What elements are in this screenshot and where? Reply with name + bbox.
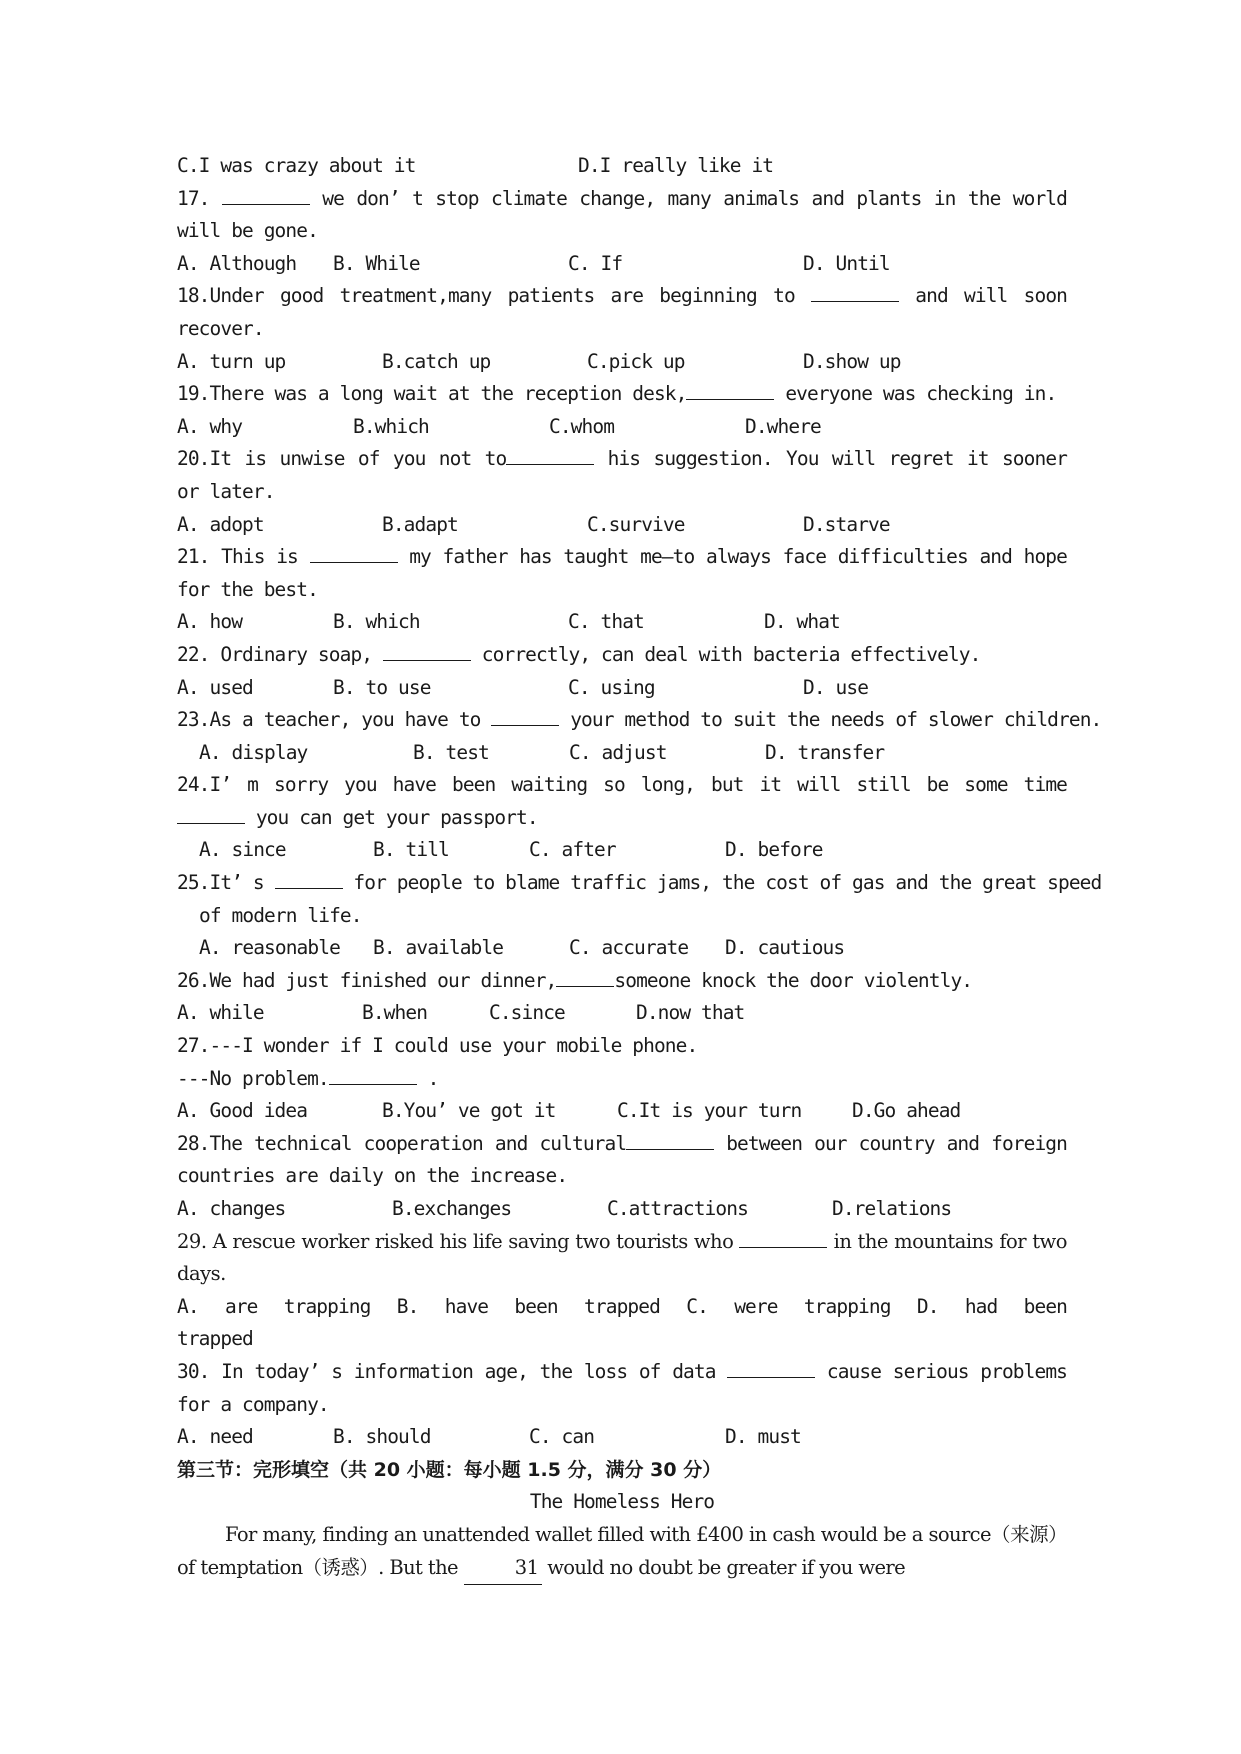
option-b: B. to use [333,675,431,699]
option-d: D. what [764,610,840,634]
q25-stem-line2: of modern life. [199,903,362,927]
answer-blank [739,1227,827,1248]
option-b: B. should [333,1425,431,1449]
passage-title: The Homeless Hero [529,1490,715,1514]
section-heading: 第三节：完形填空（共 20 小题：每小题 1.5 分，满分 30 分） [177,1458,722,1481]
option-a: A. Although [177,251,297,275]
q29-options [177,1291,1067,1356]
answer-blank [556,966,614,987]
option-b: B.which [353,414,429,438]
option-a: A. why [177,414,243,438]
q24-stem: 24.I’ m sorry you have been waiting so long, but it will still be some time you can get your passport. [177,773,1067,829]
option-c: C.pick up [587,349,685,373]
option-c: C.attractions [607,1197,748,1220]
answer-blank [222,184,310,205]
q27-options [177,1095,1067,1128]
option-c: C. that [568,610,644,634]
q21-options [177,606,1067,639]
answer-blank [491,705,559,726]
option-d: D.now that [636,1001,745,1025]
option-a: A. display [199,740,308,764]
option-b: B. available [373,936,504,960]
q28-options [177,1193,1067,1226]
q20-options [177,509,1067,542]
question-list [177,150,1102,1585]
q16-options-tail [177,150,1067,183]
option-d: D.relations [832,1197,952,1220]
option-c: C. If [568,251,623,275]
option-d: D.Go ahead [852,1099,961,1123]
q18-stem: 18.Under good treatment,many patients are beginning to and will soon recover. [177,280,1067,345]
option-d: D.where [745,414,821,438]
option-d: D. before [725,838,823,862]
option-b: B.catch up [382,349,491,373]
passage-paragraph: For many, finding an unattended wallet filled with £400 in cash would be a source（来源）of temptation（诱惑）. But the 31 would no doubt be greater if you were [177,1519,1067,1585]
option-b: B.exchanges [392,1197,512,1220]
q19-stem: 19.There was a long wait at the reception desk, everyone was checking in. [177,378,1067,411]
option-c: C. accurate [569,936,689,960]
option-b: B. test [413,740,489,764]
q30-stem: 30. In today’ s information age, the loss of data cause serious problems for a company. [177,1356,1067,1421]
q26-stem: 26.We had just finished our dinner, someone knock the door violently. [177,965,1067,998]
q17-stem: 17. we don’ t stop climate change, many animals and plants in the world will be gone. [177,183,1067,248]
answer-blank [383,640,471,661]
q30-options [177,1421,1067,1454]
cloze-blank: 31 [464,1552,542,1586]
option-b: B.adapt [382,512,458,536]
option-c: C. adjust [569,740,667,764]
q22-stem: 22. Ordinary soap, correctly, can deal with bacteria effectively. [177,639,1067,672]
option-a: A. while [177,1001,264,1025]
option-c: C.It is your turn [617,1099,802,1123]
option-a: A. need [177,1425,253,1449]
q18-options [177,346,1067,379]
q27-stem: 27.---I wonder if I could use your mobile phone. [177,1034,698,1058]
answer-blank [177,803,245,824]
option-c: C.since [489,1001,565,1025]
option-a: A. adopt [177,512,264,536]
answer-blank [727,1357,815,1378]
q23-options [177,737,1067,770]
option-d: D. cautious [725,936,845,960]
option-a: A. Good idea [177,1099,308,1123]
answer-blank [811,281,899,302]
option-d: D. Until [803,251,890,275]
option-d: D. transfer [765,740,885,764]
q24-options [177,834,1067,867]
q19-options [177,411,1067,444]
option-a: A. reasonable [199,936,340,960]
option-b: B.You’ ve got it [382,1099,556,1123]
q21-stem: 21. This is my father has taught me—to always face difficulties and hope for the best. [177,541,1067,606]
option-a: A. changes [177,1197,286,1220]
option-a: A. turn up [177,349,286,373]
q17-options [177,248,1067,281]
option-c: C. can [529,1425,595,1449]
option-c: C. were trapping [686,1294,891,1318]
q23-stem: 23.As a teacher, you have to your method to suit the needs of slower children. [177,704,1067,737]
option-d: D.show up [803,349,901,373]
option-c: C. after [529,838,616,862]
q27-reply: ---No problem. . [177,1063,1067,1096]
q26-options [177,997,1067,1030]
q28-stem: 28.The technical cooperation and cultural between our country and foreign countries are daily on the increase. [177,1128,1067,1193]
option-a: A. used [177,675,253,699]
option-b: B. which [333,610,420,634]
option-c: C. using [568,675,655,699]
option-d: D. must [725,1425,801,1449]
option-d: D. use [803,675,869,699]
option-b: B. While [333,251,420,275]
answer-blank [686,379,774,400]
q16-option-d: D.I really like it [578,154,774,177]
answer-blank [626,1129,714,1150]
answer-blank [275,868,343,889]
answer-blank [310,542,398,563]
q29-stem: 29. A rescue worker risked his life saving two tourists who in the mountains for two days. [177,1226,1067,1291]
option-a: A. how [177,610,243,634]
q20-stem: 20.It is unwise of you not to his suggestion. You will regret it sooner or later. [177,443,1067,508]
option-d: D.starve [803,512,890,536]
q16-option-c: C.I was crazy about it [177,154,416,177]
q25-stem-line1: 25.It’ s for people to blame traffic jams, the cost of gas and the great speed [177,867,1067,900]
option-a: A. since [199,838,286,862]
option-b: B. have been trapped [396,1294,660,1318]
answer-blank [329,1064,417,1085]
option-b: B.when [362,1001,428,1025]
option-d: D. had been trapped [177,1294,1068,1351]
q22-options [177,672,1067,705]
option-c: C.survive [587,512,685,536]
option-a: A. are trapping [177,1294,371,1318]
option-c: C.whom [549,414,615,438]
answer-blank [506,444,594,465]
option-b: B. till [373,838,449,862]
q25-options [177,932,1067,965]
